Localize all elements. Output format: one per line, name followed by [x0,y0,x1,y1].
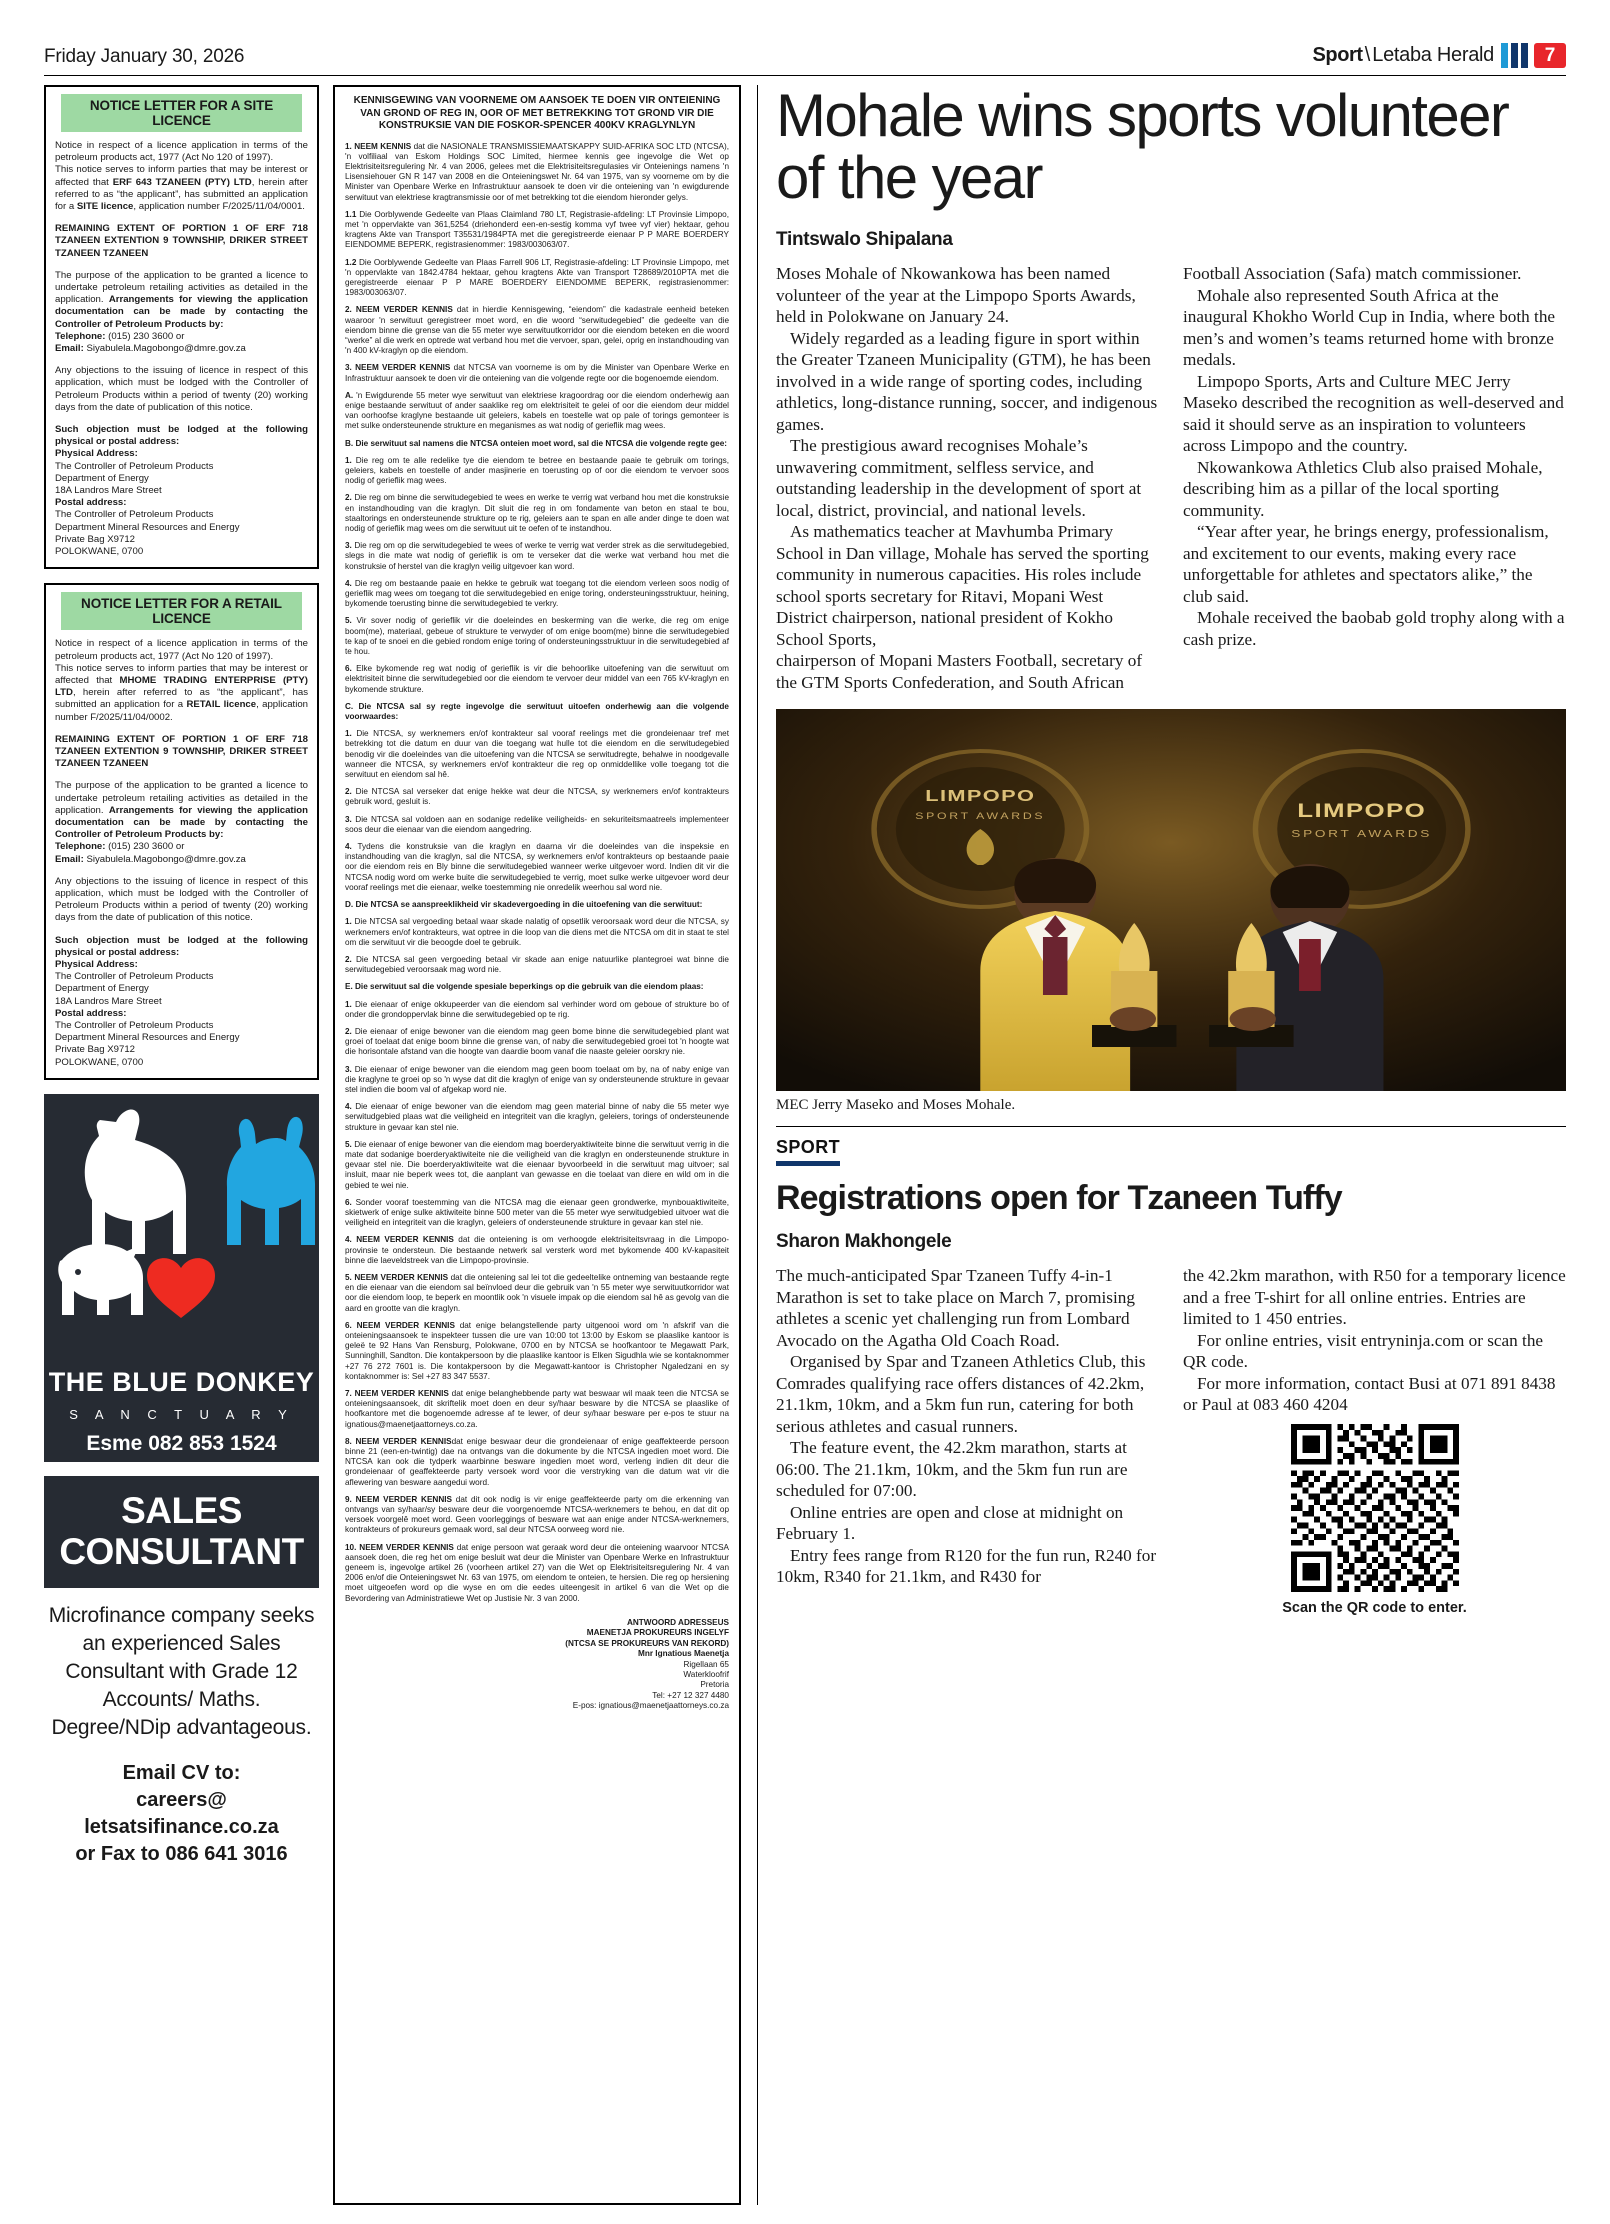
second-headline: Registrations open for Tzaneen Tuffy [776,1179,1342,1217]
legal-paragraph-number: 6. [345,1197,352,1207]
legal-paragraph-text: Die NTCSA sal verseker dat enige hekke wat deur die NTCSA, sy werknemers en/of kontrakteurs gebruik word, gesluit is. [345,787,729,807]
legal-paragraph-number: 1. [345,999,352,1009]
sig-line5: Rigellaan 65 [683,1659,729,1669]
notice-retail-licence-type: RETAIL licence [186,699,257,711]
legal-paragraph [345,579,729,610]
legal-paragraph-number: 1. [345,729,352,739]
ad-donkey-subtitle: S A N C T U A R Y [69,1406,294,1422]
main-story-col1 [776,263,1159,650]
notice-site-p4: Any objections to the issuing of licence in respect of this application, which must be lodged with the Controller of Petroleum Products within a period of twenty (20) working days from the date of publication of this notice. [55,365,308,413]
notice-site-applicant: ERF 643 TZANEEN (PTY) LTD [112,176,252,188]
main-story-p1: Moses Mohale of Nkowankowa has been named volunteer of the year at the Limpopo Sports Awards, held in Polokwane on January 24. [776,264,1136,326]
notice-site-objection-head: Such objection must be lodged at the following physical or postal address: [55,424,308,448]
notice-site-physical-line2: Department of Energy [55,472,149,484]
legal-paragraph [345,616,729,657]
legal-paragraph-number: 10. NEEM VERDER KENNIS [345,1542,454,1552]
notice-site-postal-label: Postal address: [55,497,127,509]
second-story-col2 [1183,1265,1566,1619]
legal-paragraph-number: 2. [345,1026,352,1036]
second-byline: Sharon Makhongele [776,1231,952,1252]
legal-paragraph-text: Tydens die konstruksie van die kraglyn en daarna vir die doeleindes van die inspeksie en instandhouding van die kraglyn, sal die NTCSA, sy werknemers en/of kontrakteurs op bestaande paaie oor die eiendom reis en Bly binne die serwitudegebied wanneer werke uitgevoer word. Indien dit vir die NTCSA nodig word om werke buite die serwitudegebied te verrig, moet sulke werke uitgevoer word deur vooraf reelings met die eienaar, welke toestemming nie onredelik weerhou sal word nie. [345,842,729,892]
main-byline: Tintswalo Shipalana [776,229,953,250]
ad-sales-cta-line1: Email CV to: [122,1761,241,1784]
notice-site-p3a: The purpose of the application to be granted a licence to undertake petroleum retailing activities as detailed in the application. [55,269,308,306]
notice-site-p2a: This notice serves to inform parties that may be interest or affected that [55,164,308,188]
sig-line7: Pretoria [700,1680,729,1690]
main-story-p8: Nkowankowa Athletics Club also praised Mohale, describing him as a pillar of the local sporting community. [1183,457,1543,520]
notice-retail-objection-head: Such objection must be lodged at the following physical or postal address: [55,934,308,958]
notice-site-appnum: , application number F/2025/11/04/0001. [133,201,305,213]
legal-paragraph-number: 4. [345,1102,352,1112]
notice-retail-postal-line2: Department Mineral Resources and Energy [55,1032,240,1044]
sig-line8: Tel: +27 12 327 4480 [652,1690,729,1700]
legal-notice-title: KENNISGEWING VAN VOORNEME OM AANSOEK TE DOEN VIR ONTEIENING VAN GROND OF REG IN, OOR OF MET BETREKKING TOT GROND VIR DIE KONSTRUKSIE VAN DIE FOSKOR-SPENCER 400KV KRAGLYNLYN [353,95,721,131]
second-story-p5: Entry fees range from R120 for the fun run, R240 for 10km, R340 for 21.1km, and R430 for [776,1545,1157,1586]
legal-paragraph-number: 1. NEEM KENNIS [345,141,412,151]
ad-donkey-brand: THE BLUE DONKEY [48,1366,315,1397]
section-kicker: SPORT [776,1137,840,1166]
notice-retail-physical-line1: The Controller of Petroleum Products [55,971,214,983]
legal-paragraph-number: 9. NEEM VERDER KENNIS [345,1494,452,1504]
second-story-p3: The feature event, the 42.2km marathon, starts at 06:00. The 21.1km, 10km, and the 5km fun run are scheduled for 07:00. [776,1438,1128,1500]
sig-line2: MAENETJA PROKUREURS INGELYF [586,1628,729,1638]
legal-paragraph [345,1495,729,1536]
legal-paragraph-text: dat enige persoon wat geraak word deur die onteiening waarvoor NTCSA aansoek doen, die reg het om enige besluit wat deur die Minister van Openbare Werke en Infrastruktuur geneem is, ingevolge artikel 26 (voorheen artikel 27) van die Wet op Elektrisiteitsregulering Nr. 4 van 2006 en/of die Onteieningswet Nr. 63 van 1975, om eiendom te onteien, te hersien. Die reg op hersiening moet uitgeoefen word op die wyse en om die eedes uiteengesit in artikel 6 van die Wet op die Bevordering van Administratiewe Wet op Justisie Nr. 3 van 2000. [345,1542,729,1603]
legal-paragraph-text: Die reg om bestaande paaie en hekke te gebruik wat toegang tot die eiendom verleen soos nodig of gerieflik mag wees om toegang tot die serwitudegebied en enige toring, ondersteuningsstruktuur, heining, bykomende toerusting binne die serwitudegebied te verkry. [345,578,729,609]
legal-paragraph [345,541,729,572]
notice-retail-postal-line3: Private Bag X9712 [55,1044,136,1056]
legal-paragraph-text: dat NTCSA van voorneme is om by die Minister van Openbare Werke en Infrastruktuur aansoek te doen vir die onteiening van die volgende regte oor die bogenoemde eiendom. [345,363,729,383]
legal-paragraph-number: 5. [345,1139,352,1149]
legal-paragraph [345,664,729,695]
legal-paragraph-number: 2. [345,493,352,503]
ad-sales-banner [44,1476,319,1588]
legal-paragraph [345,1321,729,1382]
legal-paragraph-number: 7. NEEM VERDER KENNIS [345,1389,449,1399]
folio-publication: Letaba Herald [1372,44,1494,66]
legal-paragraph-text: Die eienaar of enige okkupeerder van die eiendom sal verhinder word om geboue of strukture bo of onder die grondoppervlak binne die serwitudegebied op te rig. [345,999,729,1019]
legal-notice-paragraphs [345,142,729,1604]
masthead-rule [44,75,1566,76]
legal-paragraph-text: Die eienaar of enige bewoner van die eiendom mag boerderyaktiwiteite binne die serwituut verrig in die mate dat sodanige boerderyaktiwiteite nie die veiligheid van die kraglyn en ondersteunende strukture in gevaar stel nie. Die boerderyaktiwiteite wat die eienaar byvoorbeeld in die serwituut mag uitvoer; sal insluit, maar nie beperk wees tot, die aanplant van gewasse en die toelaat van diere en wild om in die gebied te wei nie. [345,1139,729,1190]
notice-retail-physical-line2: Department of Energy [55,983,149,995]
animal-silhouettes-icon [44,1100,319,1330]
notice-site-physical-label: Physical Address: [55,448,138,460]
legal-paragraph [345,1543,729,1604]
main-story-p9: “Year after year, he brings energy, professionalism, and excitement to our events, making every race unforgettable for athletes and spectators alike,” the club said. [1183,522,1549,606]
notice-retail-p2 [55,663,308,724]
main-story-p7: Limpopo Sports, Arts and Culture MEC Jerry Maseko described the recognition as well-deserved and said it should serve as an inspiration to volunteers across Limpopo and the country. [1183,371,1564,455]
sig-line4: Mnr Ignatious Maenetja [638,1649,729,1659]
legal-paragraph-text: Vir sover nodig of gerieflik vir die doeleindes en beskerming van die werke, die reg om enige boom(me), materiaal, gebeue of strukture te verwyder of om enige boom(me) binne die serwitudegebied te kap of te snoei en die gebied rondom enige toring of ondersteuningsstruktuur in die serwitudegebied af te hou. [345,616,729,657]
legal-paragraph-text: dat die onteiening sal lei tot die gedeeltelike ontneming van bestaande regte en die eienaar van die eiendom sal beïnvloed deur die gebruik van 'n 55 meter wye serwituutkorridor wat oor die eiendom loop, te beperk en moontlik ook 'n visuele impak op die eiendom sal hê as gevolg van die aard en grootte van die kraglyn. [345,1272,729,1313]
second-story-p8: For more information, contact Busi at 071 891 8438 or Paul at 083 460 4204 [1183,1373,1556,1414]
legal-paragraph [345,842,729,893]
legal-paragraph-number: 1. [345,917,352,927]
ad-sales-body: Microfinance company seeks an experienced Sales Consultant with Grade 12 Accounts/ Maths. Degree/NDip advantageous. [48,1603,315,1739]
legal-paragraph [345,305,729,356]
legal-paragraph-text: Die Oorblywende Gedeelte van Plaas Claimland 780 LT, Registrasie-afdeling: LT Provinsie Limpopo, met 'n oppervlakte van 361,5254 (driehonderd een-en-sestig komma vyf twee vyf vier) hektaar, gehou kragtens Akte van Transport T35531/1984PTA met die geregistreerde eienaar P P MARE BOERDERY EIENDOMME BEPERK, registrasienommer: 1983/003063/07. [345,209,729,250]
legal-paragraph [345,1198,729,1229]
legal-paragraph-text: Die reg om binne die serwitudegebied te wees en werke te verrig wat verband hou met die konstruksie en instandhouding van die kraglyn. Dit sluit die reg in om fondamente van beton en staal te bou, staaltorings en ondersteunende strukture op te rig, geleiers aan te span en alle ander dinge te doen wat nodig of gerieflik mag wees om die serwituut uit te oefen of te instandhou. [345,493,729,533]
main-story-p6: Mohale also represented South Africa at the inaugural Khokho World Cup in India, where both the men’s and women’s teams returned home with bronze medals. [1183,285,1556,369]
ad-sales-banner-line1: SALES [121,1489,242,1531]
notice-site-postal-line2: Department Mineral Resources and Energy [55,521,240,533]
second-story-p7: For online entries, visit entryninja.com or scan the QR code. [1183,1330,1544,1371]
legal-paragraph-number: 3. [345,814,352,824]
legal-paragraph-text: Die NTCSA, sy werknemers en/of kontrakteur sal vooraf reelings met die grondeienaar tref met betrekking tot die datum en duur van die toegang wat hulle tot die eiendom en die serwitudegebied benodig vir die doeleindes van die uitoefening van die NTCSA se serwitudregte, behalwe in noodgevalle wanneer die NTCSA, sy werknemers en/of kontrakteur die reg op onmiddellike volle toegang tot die serwituut en eiendom sal hê. [345,729,729,780]
notice-retail-appnum: , application number F/2025/11/04/0002. [55,699,309,723]
sig-line1: ANTWOORD ADRESSEUS [626,1617,729,1627]
notice-retail-applicant: MHOME TRADING ENTERPRISE (PTY) LTD [55,674,309,699]
legal-paragraph-number: 5. NEEM VERDER KENNIS [345,1272,449,1282]
legal-paragraph-text: 'n Ewigdurende 55 meter wye serwituut van elektriese kragoordrag oor die eiendom onderhewig aan enige bestaande serwituut of ander saaklike reg om elektrisiteit te gelei of oor die eiendom deur middel van oorhoofse kraglyne bestaande uit geleiers, kabels en toestelle wat op pale of torings gemonteer is met sulke ondersteunende strukture en meganismes as wat nodig of gerieflik mag wees. [345,390,729,431]
legal-paragraph [345,142,729,203]
legal-paragraph-number: 4. NEEM VERDER KENNIS [345,1235,454,1245]
notice-retail-p2a: This notice serves to inform parties that may be interest or affected that [55,662,308,686]
masthead [44,34,1566,68]
sig-line6: Waterkloofrif [683,1669,729,1679]
legal-paragraph-number: 3. [345,541,352,551]
legal-paragraph [345,702,729,722]
legal-paragraph [345,1437,729,1488]
notice-site-physical-line3: 18A Landros Mare Street [55,485,162,497]
legal-paragraph-number: C. Die NTCSA sal sy regte ingevolge die serwituut uitoefen onderhewig aan die volgende voorwaardes: [345,701,729,722]
folio [1312,43,1566,68]
main-story-p10: Mohale received the baobab gold trophy along with a cash prize. [1183,608,1565,649]
notice-site-heading: NOTICE LETTER FOR A SITE LICENCE [61,94,302,132]
main-story-body [776,263,1566,693]
notice-retail-licence [44,583,319,1080]
ad-sales-banner-line2: CONSULTANT [59,1530,304,1572]
legal-paragraph [345,1140,729,1191]
legal-paragraph [345,1273,729,1314]
legal-paragraph [345,363,729,383]
notice-site-p2 [55,164,308,213]
legal-paragraph-text: Die NTCSA sal vergoeding betaal waar skade nalatig of opsetlik veroorsaak word deur die NTCSA, sy werknemers en/of kontrakteurs, wat optree in die loop van die diens met die NTCSA om dit in staat te stel om die serwituut vir die beoogde doel te gebruik. [345,917,729,947]
legal-paragraph [345,1235,729,1266]
legal-notice-signature [345,1618,729,1712]
legal-paragraph [345,456,729,487]
svg-text:LIMPOPO: LIMPOPO [1297,799,1427,822]
notice-site-physical-line1: The Controller of Petroleum Products [55,460,214,472]
legal-paragraph-number: 6. [345,664,352,674]
notice-retail-p1: Notice in respect of a licence application in terms of the petroleum products act, 1977 (Act No 120 of 1997). [55,638,308,662]
sport-column [757,82,1566,2205]
notice-retail-p3a: The purpose of the application to be granted a licence to undertake petroleum retailing activities as detailed in the application. [55,780,308,816]
legal-paragraph [345,1027,729,1058]
legal-paragraph-number: 4. [345,578,352,588]
second-story-p1: The much-anticipated Spar Tzaneen Tuffy 4-in-1 Marathon is set to take place on March 7, promising athletes a scenic yet challenging run from Lombard Avocado on the Agatha Old Coach Road. [776,1266,1135,1350]
page-number: 7 [1534,43,1566,68]
legal-paragraph [345,787,729,807]
legal-paragraph [345,1102,729,1133]
sig-line9: E-pos: ignatious@maenetjaattorneys.co.za [572,1701,729,1711]
legal-paragraph-text: dat enige belangstellende party uitgenooi word om 'n afskrif van die onteieningsaansoek te inspekteer tussen die ure van 10:00 tot 13:00 by Eskom se plaaslike kantoor is geleë te 92 Hans Van Rensburg, Polokwane, 0700 en by NTCSA se hoofkantoor te Megawatt Park, Sunninghill, Sandton. Die kontakpersoon by die plaaslike kantoor is Elken Sigudhla wie se kontaknommer +27 76 272 7601 is. Die kontakpersoon by die Megawatt-kantoor is Christopher Ngaledzani en sy kontaknommer is: Sel +27 83 347 5537. [345,1320,729,1381]
awards-photo-illustration [776,709,1566,1091]
qr-code[interactable] [1291,1424,1459,1592]
legal-notice-column [333,85,741,2205]
legal-paragraph-number: A. [345,390,354,400]
notice-site-licence-type: SITE licence [76,201,134,213]
legal-paragraph-text: Die reg om op die serwitudegebied te wees of werke te verrig wat verder strek as die serwitudegebied, slegs in die mate wat nodig of gerieflik is om te verseker dat die werke wat verband hou met die konstruksie of herstel van die kraglyn veilig uitgevoer kan word. [345,541,729,571]
second-story-p4: Online entries are open and close at midnight on February 1. [776,1502,1124,1543]
sig-line3: (NTCSA SE PROKUREURS VAN REKORD) [565,1638,729,1648]
notice-retail-postal-line4: POLOKWANE, 0700 [55,1056,144,1068]
legal-paragraph [345,900,729,910]
legal-paragraph-number: 2. NEEM VERDER KENNIS [345,305,453,315]
legal-paragraph-number: E. Die serwituut sal die volgende spesiale beperkings op die gebruik van die eiendom plaas: [345,982,704,992]
legal-paragraph-text: Sonder vooraf toestemming van die NTCSA mag die eienaar geen grondwerke, mynbouaktiwiteite, skietwerk of enige sulke aktiwiteite binne 500 meter van die 55 meter wye serwitudgebied uitvoer wat die veiligheid en integriteit van die kraglyn, geleiers of ondersteunende strukture in gevaar kan stel nie. [345,1197,729,1228]
legal-paragraph-number: 1.2 [345,257,357,267]
main-headline: Mohale wins sports volunteer of the year [776,82,1509,211]
legal-paragraph-text: dat enige belanghebbende party wat beswaar wil maak teen die NTCSA se onteieningsaansoek, dit skriftelik moet doen en deur sy/haar besware by die NTCSA se plaaslike of hoofkantore met die bogenoemde adresse af te lewer, of deur sy/haar besware per e-pos te stuur na ignatious@maenetjaattorneys.co.za. [345,1389,729,1429]
notice-site-addresses [55,448,308,558]
notice-retail-heading: NOTICE LETTER FOR A RETAIL LICENCE [61,592,302,630]
notice-site-telephone: Telephone: (015) 230 3600 or [55,330,185,342]
notice-retail-postal-line1: The Controller of Petroleum Products [55,1019,214,1031]
legal-paragraph-text: dat in hierdie Kennisgewing, “eiendom” die kadastrale eenheid beteken waaroor 'n serwituut geregistreer moet word, en die woord “serwitudegebied” die gedeelte van die eiendom binne die grense van die 55 meter wye serwituutkorridor oor die eiendom beteken en die woord “werke” al die werk en optrede wat verband hou met die vervoer, span, gelei, oprig en instandhouding van 'n 400 kV-kraglyn op die eiendom. [345,305,729,356]
legal-paragraph-text: Die NTCSA sal geen vergoeding betaal vir skade aan enige natuurlike plantegroei wat binne die serwitudegebied veroorsaak mag word nie. [345,954,729,975]
page-content [44,82,1566,2205]
legal-paragraph [345,1000,729,1020]
notice-site-p3 [55,270,308,331]
legal-paragraph-number: 2. [345,954,352,964]
legal-paragraph-text: Elke bykomende reg wat nodig of gerieflik is vir die behoorlike uitoefening van die serwituut om elektrisiteit binne die serwitudegebied oor die eiendom te vervoer deur middel van een 765 kV-kraglyn en bykomende strukture. [345,664,729,694]
ad-sales-cta-line3[interactable]: letsatsifinance.co.za [84,1815,279,1838]
notice-retail-physical-line3: 18A Landros Mare Street [55,995,162,1007]
legal-paragraph [345,391,729,432]
legal-paragraph-number: 4. [345,842,352,852]
second-story-section [776,1126,1566,1619]
notice-site-p1: Notice in respect of a licence application in terms of the petroleum products act, 1977 (Act No 120 of 1997). [55,140,308,164]
classified-column [44,85,319,2205]
legal-paragraph-text: Die eienaar of enige bewoner van die eiendom mag geen boom toelaat om by, na of naby enige van die kraglyne te groei op so 'n wyse dat dit die kraglyn of enige van sy ondersteunende strukture in gevaar stel indien die boom val of afgekap word nie. [345,1064,729,1094]
legal-paragraph-text: Die eienaar of enige bewoner van die eiendom mag geen bome binne die serwitudegebied plant wat groei of toelaat dat enige boom binne die grense van, of naby die serwitudegebied groei tot 'n hoogte wat die horisontale afstand van die hoogte van daardie boom vanaf die naaste geleier oorskry nie. [345,1026,729,1057]
notice-site-property: REMAINING EXTENT OF PORTION 1 OF ERF 718 TZANEEN EXTENTION 9 TOWNSHIP, DRIKER STREET TZANEEN TZANEEN [55,223,308,259]
second-story-p2: Organised by Spar and Tzaneen Athletics Club, this Comrades qualifying race offers distances of 42.2km, 21.1km, 10km, and a 5km fun run, catering for both serious athletes and casual runners. [776,1352,1146,1436]
legal-paragraph [345,729,729,780]
legal-paragraph-number: 5. [345,616,352,626]
second-story-col1 [776,1265,1159,1588]
legal-paragraph-number: 2. [345,787,352,797]
qr-code-icon[interactable] [1291,1424,1459,1592]
folio-section: Sport [1312,44,1363,66]
legal-paragraph-number: 3. NEEM VERDER KENNIS [345,363,451,373]
qr-note: Scan the QR code to enter. [1282,1599,1467,1616]
legal-paragraph [345,982,729,992]
main-story-p2: Widely regarded as a leading figure in sport within the Greater Tzaneen Municipality (GTM), he has been involved in a wide range of sporting codes, including athletics, long-distance running, soccer, and indigenous games. [776,328,1158,434]
legal-paragraph [345,955,729,975]
notice-retail-postal-label: Postal address: [55,1007,127,1019]
notice-site-postal-line3: Private Bag X9712 [55,533,136,545]
ad-sales-cta-line2[interactable]: careers@ [136,1788,227,1811]
legal-paragraph-text: dat die onteiening is om verhoogde elektrisiteitsvraag in die Limpopo-provinsie te ondersteun. Die bestaande netwerk sal versterk word met bykomende 400 kV-kapasiteit binne die laeveldstreek van die Limpopo-provinsie. [345,1235,729,1265]
main-story-p4: As mathematics teacher at Mavhumba Primary School in Dan village, Mohale has served the sporting community in numerous capacities. His roles include school sports secretary for Ritavi, Mopani West District chairperson, national president of Kokho School Sports, [776,522,1149,649]
notice-site-postal-line1: The Controller of Petroleum Products [55,509,214,521]
svg-text:SPORT AWARDS: SPORT AWARDS [915,811,1046,822]
ad-blue-donkey-sanctuary[interactable] [44,1094,319,1462]
legal-paragraph-text: Die reg om te alle redelike tye die eiendom te betree en bestaande paaie te gebruik om torings, geleiers, kabels en toestelle of ander masjinerie en toerusting op of oor die eiendom te vervoer soos nodig of gerieflik mag wees. [345,455,729,486]
legal-paragraph-number: 1.1 [345,209,357,219]
legal-paragraph-text: Die eienaar of enige bewoner van die eiendom mag geen material binne of naby die 55 meter wye serwitudgebied plaas wat die veiligheid en integriteit van die kraglyn, geleiers, torings of ondersteunende strukture in gevaar kan stel nie. [345,1102,729,1132]
legal-paragraph [345,493,729,534]
notice-retail-email: Email: Siyabulela.Magobongo@dmre.gov.za [55,853,246,865]
notice-site-email: Email: Siyabulela.Magobongo@dmre.gov.za [55,343,246,355]
legal-paragraph-number: 1. [345,455,352,465]
legal-notice-box [333,85,741,2205]
legal-paragraph-text: Die NTCSA sal voldoen aan en sodanige redelike veiligheids- en sekuriteitsmaatreels implementeer soos deur die eienaar van die eiendom aangedring. [345,814,729,834]
legal-paragraph-text: Die Oorblywende Gedeelte van Plaas Farrell 906 LT, Registrasie-afdeling: LT Provinsie Limpopo, met 'n oppervlakte van 1842.4784 hektaar, gehou kragtens Akte van Transport T28689/2010PTA met die geregistreerde eienaar P P MARE BOERDERY EIENDOMME BEPERK, registrasienommer: 1983/003063/07. [345,257,729,298]
svg-text:LIMPOPO: LIMPOPO [925,787,1036,806]
second-story-p6: the 42.2km marathon, with R50 for a temporary licence and a free T-shirt for all online entries. Entries are limited to 1 450 entries. [1183,1266,1566,1328]
notice-site-p2c: , herein after referred to as “the applicant”, has submitted an application for a [55,176,308,213]
legal-paragraph [345,439,729,449]
notice-site-licence [44,85,319,569]
notice-retail-physical-label: Physical Address: [55,958,138,970]
notice-retail-p2c: , herein after referred to as “the applicant”, has submitted an application for a [55,687,308,711]
main-story-p3: The prestigious award recognises Mohale’s unwavering commitment, selfless service, and outstanding leadership in the development of sport at local, district, provincial, and national levels. [776,436,1142,520]
legal-paragraph [345,1065,729,1096]
legal-paragraph-text: dat die NASIONALE TRANSMISSIEMAATSKAPPY SUID-AFRIKA SOC LTD (NTCSA), 'n volfiliaal van Eskom Holdings SOC Limited, hiermee kennis gee ingevolge die Wet op Elektrisiteitsregulering Nr. 4 van 2006, gelees met die Elektrisiteitsregulasies vir Onteienings namens 'n Lisensiehouer GN R 147 van 2008 en die Onteieningswet Nr. 64 van 1975, van sy voorneme om by die Minister van Openbare Werke en Infrastruktuur aansoek te doen vir die onteiening van 'n ewigdurende serwituut van elektriese kragtransmissie oor of met betrekking tot die eiendom hieronder gelys. [345,141,730,202]
notice-retail-telephone: Telephone: (015) 230 3600 or [55,841,185,853]
legal-paragraph [345,815,729,835]
ad-sales-consultant[interactable] [44,1476,319,1872]
notice-retail-p4: Any objections to the issuing of licence in respect of this application, which must be lodged with the Controller of Petroleum Products within a period of twenty (20) working days from the date of publication of this notice. [55,875,308,924]
main-story-p5: chairperson of Mopani Masters Football, secretary of the GTM Sports Confederation, and South African Football Association (Safa) match commissioner. [776,264,1522,692]
notice-retail-addresses [55,959,308,1069]
notice-site-p3b: Arrangements for viewing the application documentation can be made by contacting the Controller of Petroleum Products by: [55,294,308,330]
second-story-body [776,1265,1566,1619]
legal-paragraph-number: 8. NEEM VERDER KENNIS [345,1436,452,1446]
photo-caption: MEC Jerry Maseko and Moses Mohale. [776,1097,1016,1113]
ad-donkey-contact[interactable]: Esme 082 853 1524 [86,1431,277,1455]
main-story-photo [776,709,1566,1091]
legal-paragraph [345,1389,729,1430]
notice-site-postal-line4: POLOKWANE, 0700 [55,546,144,558]
notice-retail-p3 [55,780,308,841]
legal-paragraph-number: 3. [345,1064,352,1074]
legal-paragraph [345,258,729,299]
legal-paragraph-number: 6. NEEM VERDER KENNIS [345,1320,455,1330]
svg-text:SPORT AWARDS: SPORT AWARDS [1291,827,1433,840]
folio-separator: \ [1364,44,1371,66]
ad-sales-cta-line4: or Fax to 086 641 3016 [75,1842,288,1865]
folio-bars-icon [1501,43,1528,68]
notice-retail-p3b: Arrangements for viewing the application documentation can be made by contacting the Controller of Petroleum Products by: [55,804,308,841]
legal-paragraph-number: B. Die serwituut sal namens die NTCSA onteien moet word, sal die NTCSA die volgende regte gee: [345,438,728,448]
legal-paragraph [345,210,729,251]
ad-sales-cta [44,1750,319,1872]
legal-paragraph-number: D. Die NTCSA se aanspreeklikheid vir skadevergoeding in die uitoefening van die serwituut: [345,900,703,910]
notice-retail-property: REMAINING EXTENT OF PORTION 1 OF ERF 718 TZANEEN EXTENTION 9 TOWNSHIP, DRIKER STREET TZANEEN TZANEEN [55,733,308,770]
legal-paragraph-text: dat dit ook nodig is vir enige geaffekteerde party om die erkenning van ontvangs van sy/haar/sy besware deur die voorgenoemde NTCSA-werknemers te behou, en dat dit op versoek voorgelê moet word. Geen voorleggings of besware wat aan enige ander NTCSA-werknemers, kontrakteurs of prokureurs gemaak word, sal deur NTCSA oorweeg word nie. [345,1494,729,1535]
legal-paragraph [345,917,729,948]
legal-paragraph-text: dat enige beswaar deur die grondeienaar of enige geaffekteerde persoon binne 21 (een-en-twintig) dae na ontvangs van die dokumente by die NTCSA ingedien moet word. Die NTCSA kan ook die tydperk waarbinne besware ingedien moet word, verleng indien dit deur die grondeienaar of geaffekteerde party versoek word voor die verstryking van die datum wat vir die aflewering van besware aangedui word. [345,1436,729,1487]
date-line: Friday January 30, 2026 [44,46,245,67]
